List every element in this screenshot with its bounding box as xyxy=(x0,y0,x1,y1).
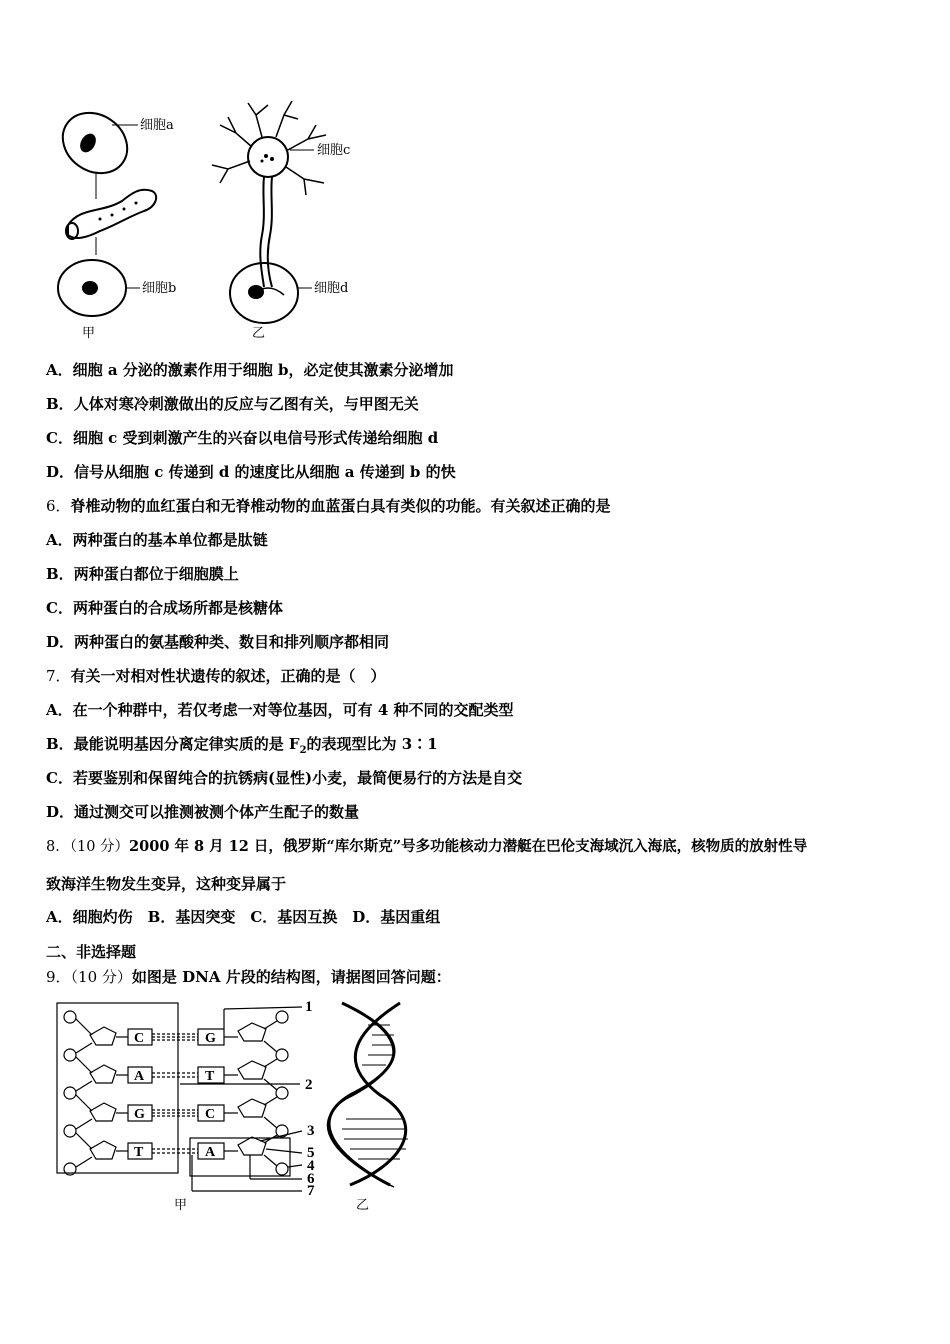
q9-stem: 9．（10 分）如图是 DNA 片段的结构图，请据图回答问题： xyxy=(46,968,451,986)
q8-options: A．细胞灼伤 B．基因突变 C．基因互换 D．基因重组 xyxy=(46,908,441,926)
left-base-c: C xyxy=(134,1031,145,1046)
dna-label-1: 1 xyxy=(305,999,313,1015)
figure2-jia-label: 甲 xyxy=(174,1198,188,1213)
q5-option-c: C．细胞 c 受到刺激产生的兴奋以电信号形式传递给细胞 d xyxy=(46,429,439,447)
q6-option-c: C．两种蛋白的合成场所都是核糖体 xyxy=(46,599,283,617)
q5-option-b: B．人体对寒冷刺激做出的反应与乙图有关，与甲图无关 xyxy=(46,395,419,413)
cell-c-label: 细胞c xyxy=(317,143,351,158)
section2-title: 二、非选择题 xyxy=(46,943,137,961)
dna-label-6: 6 xyxy=(307,1171,315,1187)
right-base-g: G xyxy=(205,1031,216,1046)
q7-stem: 7．有关一对相对性状遗传的叙述，正确的是（ ） xyxy=(46,667,386,685)
q8-stem-line2: 致海洋生物发生变异，这种变异属于 xyxy=(46,875,287,893)
dna-label-7: 7 xyxy=(307,1183,315,1199)
strand-box xyxy=(57,1003,178,1173)
q7-option-b: B．最能说明基因分离定律实质的是 $F_2$的表现型比为 3∶1 xyxy=(46,735,438,756)
dna-label-3: 3 xyxy=(307,1123,315,1139)
cell-d-label: 细胞d xyxy=(314,281,349,296)
left-base-g: G xyxy=(134,1107,145,1122)
q5-option-d: D．信号从细胞 c 传递到 d 的速度比从细胞 a 传递到 b 的快 xyxy=(46,463,456,481)
right-base-c: C xyxy=(205,1107,216,1122)
figure1-yi-label: 乙 xyxy=(252,326,266,341)
neuron-c-body xyxy=(248,137,288,177)
helix-strand-2 xyxy=(350,1003,406,1185)
q6-option-b: B．两种蛋白都位于细胞膜上 xyxy=(46,565,239,583)
dna-label-4: 4 xyxy=(307,1158,315,1174)
left-base-t: T xyxy=(134,1145,144,1160)
q7-option-d: D．通过测交可以推测被测个体产生配子的数量 xyxy=(46,803,360,821)
figure1-jia-label: 甲 xyxy=(82,326,96,341)
q6-option-d: D．两种蛋白的氨基酸种类、数目和排列顺序都相同 xyxy=(46,633,390,651)
figure2-yi-label: 乙 xyxy=(356,1198,370,1213)
right-base-a: A xyxy=(205,1145,216,1160)
left-base-a: A xyxy=(134,1069,145,1084)
dna-label-2: 2 xyxy=(305,1077,313,1093)
right-base-t: T xyxy=(205,1069,215,1084)
q8-stem-line1: 8．（10 分）2000 年 8 月 12 日，俄罗斯“库尔斯克”号多功能核动力潜艇在巴伦支海域沉入海底，核物质的放射性导 xyxy=(46,838,808,855)
q6-option-a: A．两种蛋白的基本单位都是肽链 xyxy=(46,531,268,549)
q7-option-c: C．若要鉴别和保留纯合的抗锈病(显性)小麦，最简便易行的方法是自交 xyxy=(46,769,523,787)
dna-label-5: 5 xyxy=(307,1145,315,1161)
q5-option-a: A．细胞 a 分泌的激素作用于细胞 b，必定使其激素分泌增加 xyxy=(46,361,454,379)
cell-b-label: 细胞b xyxy=(142,281,177,296)
q7-option-a: A．在一个种群中，若仅考虑一对等位基因，可有 4 种不同的交配类型 xyxy=(46,701,514,719)
figure-cells xyxy=(40,95,380,345)
q6-stem: 6．脊椎动物的血红蛋白和无脊椎动物的血蓝蛋白具有类似的功能。有关叙述正确的是 xyxy=(46,497,611,515)
cell-d-shape xyxy=(230,263,298,323)
helix-strand-1 xyxy=(329,1003,394,1185)
cell-a-label: 细胞a xyxy=(140,118,174,133)
figure-dna xyxy=(50,995,430,1220)
